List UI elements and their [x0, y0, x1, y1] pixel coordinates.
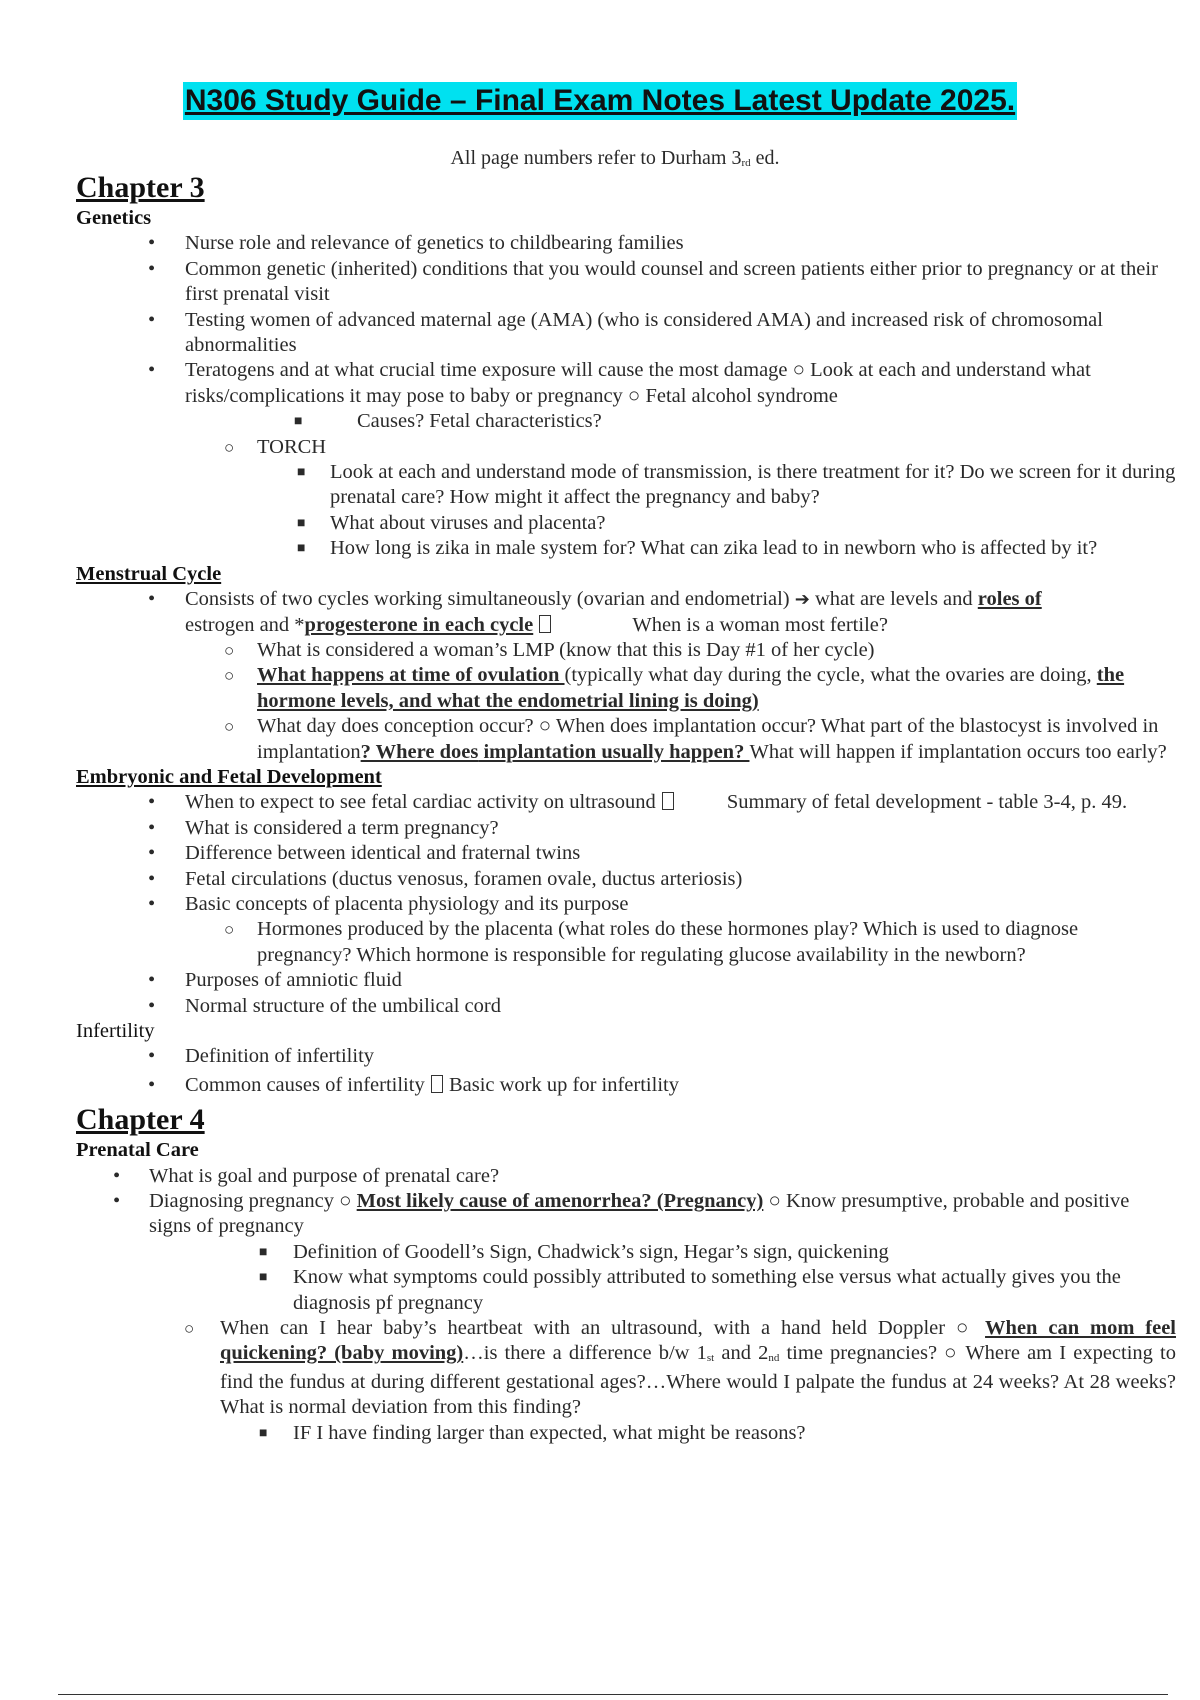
list-item: ■ How long is zika in male system for? What can zika lead to in newborn who is affected by it?: [297, 537, 1098, 560]
list-item: ○ Hormones produced by the placenta (what roles do these hormones play? Which is used to diagnose pregnancy? Which hormone is responsible for regulating glucose availability in the newborn?: [224, 918, 1079, 966]
list-item: ■ Definition of Goodell’s Sign, Chadwick’s sign, Hegar’s sign, quickening: [259, 1240, 889, 1263]
list-item: • What is goal and purpose of prenatal care?: [113, 1164, 500, 1187]
arrow-right-icon: ➔: [794, 589, 810, 611]
title-wrap: [0, 82, 1200, 120]
document-title: N306 Study Guide – Final Exam Notes Latest Update 2025.: [183, 82, 1017, 120]
list-item: ■ Causes? Fetal characteristics?: [294, 410, 602, 433]
list-item: ■ Know what symptoms could possibly attributed to something else versus what actually gives you the diagnosis pf pregnancy: [259, 1266, 1121, 1314]
list-item: ○ When can I hear baby’s heartbeat with an ultrasound, with a hand held Doppler ○ When can mom feel quickening? (baby moving)…is there a difference b/w $1_{st}$ and $2_{nd}$ time pregnancies? ○ Where am I expecting to find the fundus at during different gestational ages?…Where would I palpate the fundus at 24 weeks? At 28 weeks? What is normal deviation from this finding?: [184, 1317, 1177, 1419]
subtitle-text: All page numbers refer to Durham 3: [450, 147, 742, 169]
embryonic-fetal-heading: Embryonic and Fetal Development: [76, 765, 382, 788]
content: [76, 170, 1176, 1446]
list-item: • Common causes of infertility Basic work up for infertility: [148, 1073, 679, 1096]
chapter-3-heading: Chapter 3: [76, 171, 205, 204]
list-item-torch: ○ TORCH: [224, 435, 327, 458]
chapter-4-heading: Chapter 4: [76, 1103, 205, 1137]
checkbox-glyph-icon: [662, 792, 674, 810]
list-item: • Testing women of advanced maternal age (AMA) (who is considered AMA) and increased risk of chromosomal abnormalities: [148, 308, 1103, 357]
checkbox-glyph-icon: [539, 615, 551, 633]
infertility-heading: Infertility: [76, 1020, 155, 1042]
list-item: • Diagnosing pregnancy ○ Most likely cause of amenorrhea? (Pregnancy) ○ Know presumptive, probable and positive signs of pregnancy: [113, 1190, 1130, 1238]
genetics-heading: Genetics: [76, 207, 152, 229]
list-item: • Difference between identical and fraternal twins: [148, 842, 581, 865]
list-item: • Basic concepts of placenta physiology and its purpose: [148, 892, 629, 915]
list-item: • What is considered a term pregnancy?: [148, 816, 499, 839]
list-item: • Normal structure of the umbilical cord: [148, 994, 501, 1017]
list-item: ○ What is considered a woman’s LMP (know that this is Day #1 of her cycle): [224, 638, 875, 661]
list-item: ○ What day does conception occur? ○ When does implantation occur? What part of the blastocyst is involved in implantation? Where does implantation usually happen? What will happen if implantation occurs too early?: [224, 715, 1167, 763]
subtitle-tail: ed.: [750, 147, 780, 169]
list-item: • Purposes of amniotic fluid: [148, 969, 402, 992]
list-item: ○ What happens at time of ovulation (typically what day during the cycle, what the ovaries are doing, the hormone levels, and what the endometrial lining is doing): [224, 664, 1125, 712]
list-item: • Teratogens and at what crucial time exposure will cause the most damage ○ Look at each and understand what risks/complications it may pose to baby or pregnancy ○ Fetal alcohol syndrome: [148, 359, 1091, 407]
list-item: • Definition of infertility: [148, 1045, 375, 1068]
checkbox-glyph-icon: [431, 1075, 443, 1093]
list-item: • Common genetic (inherited) conditions that you would counsel and screen patients either prior to pregnancy or at their first prenatal visit: [148, 257, 1158, 306]
subtitle-sup: rd: [741, 157, 751, 169]
list-item: • When to expect to see fetal cardiac activity on ultrasound Summary of fetal development - table 3-4, p. 49.: [148, 791, 1128, 814]
prenatal-care-heading: Prenatal Care: [76, 1139, 199, 1162]
list-item: ■ Look at each and understand mode of transmission, is there treatment for it? Do we screen for it during prenatal care? How might it affect the pregnancy and baby?: [297, 461, 1176, 509]
list-item: • Consists of two cycles working simultaneously (ovarian and endometrial) ➔ what are levels and roles of estrogen and *progesterone in each cycle When is a woman most fertile?: [148, 588, 1042, 636]
footer-rule: [58, 1694, 1168, 1695]
list-item: • Fetal circulations (ductus venosus, foramen ovale, ductus arteriosis): [148, 867, 743, 890]
list-item: ■ IF I have finding larger than expected, what might be reasons?: [259, 1421, 806, 1444]
list-item: • Nurse role and relevance of genetics to childbearing families: [148, 232, 684, 255]
list-item: ■ What about viruses and placenta?: [297, 511, 606, 534]
menstrual-cycle-heading: Menstrual Cycle: [76, 562, 222, 585]
